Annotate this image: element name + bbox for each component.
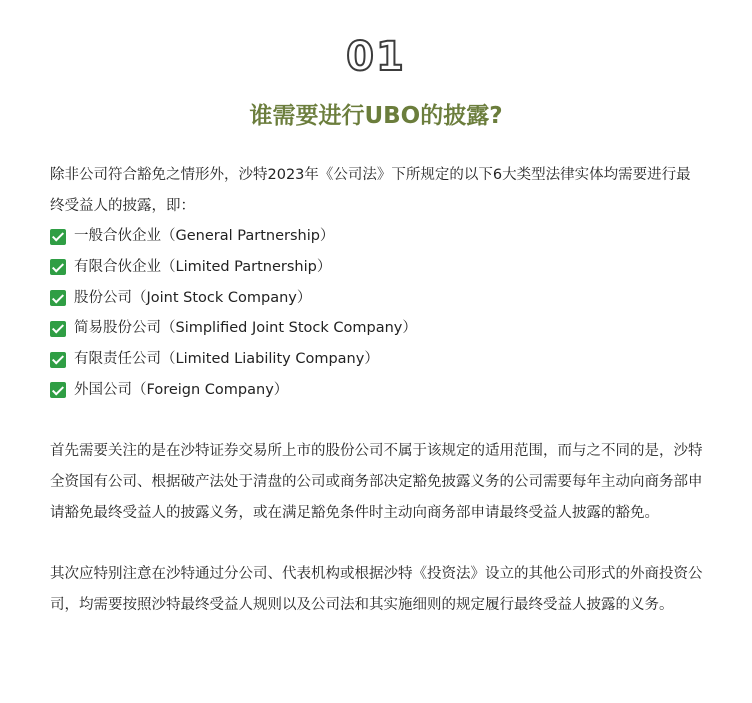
entity-label: 外国公司（Foreign Company）: [74, 381, 289, 398]
entity-list: [50, 221, 705, 405]
check-mark-icon: [50, 290, 66, 306]
article-body: [50, 160, 705, 620]
check-mark-icon: [50, 352, 66, 368]
check-mark-icon: [50, 382, 66, 398]
check-mark-icon: [50, 229, 66, 245]
list-item: [50, 252, 705, 283]
list-item: [50, 221, 705, 252]
list-item: [50, 283, 705, 314]
entity-label: 股份公司（Joint Stock Company）: [74, 289, 312, 306]
check-mark-icon: [50, 259, 66, 275]
intro-paragraph: 除非公司符合豁免之情形外，沙特2023年《公司法》下所规定的以下6大类型法律实体均需要进行最终受益人的披露，即：: [50, 167, 691, 214]
spacer: [50, 528, 705, 559]
check-mark-icon: [50, 321, 66, 337]
list-item: [50, 313, 705, 344]
entity-label: 一般合伙企业（General Partnership）: [74, 228, 335, 245]
spacer: [50, 406, 705, 437]
section-number: 01: [346, 34, 406, 80]
paragraph-scope: 首先需要关注的是在沙特证券交易所上市的股份公司不属于该规定的适用范围，而与之不同的是，沙特全资国有公司、根据破产法处于清盘的公司或商务部决定豁免披露义务的公司需要每年主动向商务部申请豁免最终受益人的披露义务，或在满足豁免条件时主动向商务部申请最终受益人披露的豁免。: [50, 443, 703, 521]
entity-label: 有限责任公司（Limited Liability Company）: [74, 351, 379, 368]
list-item: [50, 375, 705, 406]
list-item: [50, 344, 705, 375]
paragraph-foreign-investment: 其次应特别注意在沙特通过分公司、代表机构或根据沙特《投资法》设立的其他公司形式的外商投资公司，均需要按照沙特最终受益人规则以及公司法和其实施细则的规定履行最终受益人披露的义务。: [50, 566, 703, 613]
entity-label: 简易股份公司（Simplified Joint Stock Company）: [74, 320, 417, 337]
entity-label: 有限合伙企业（Limited Partnership）: [74, 259, 332, 276]
section-title: 谁需要进行UBO的披露?: [249, 103, 503, 129]
